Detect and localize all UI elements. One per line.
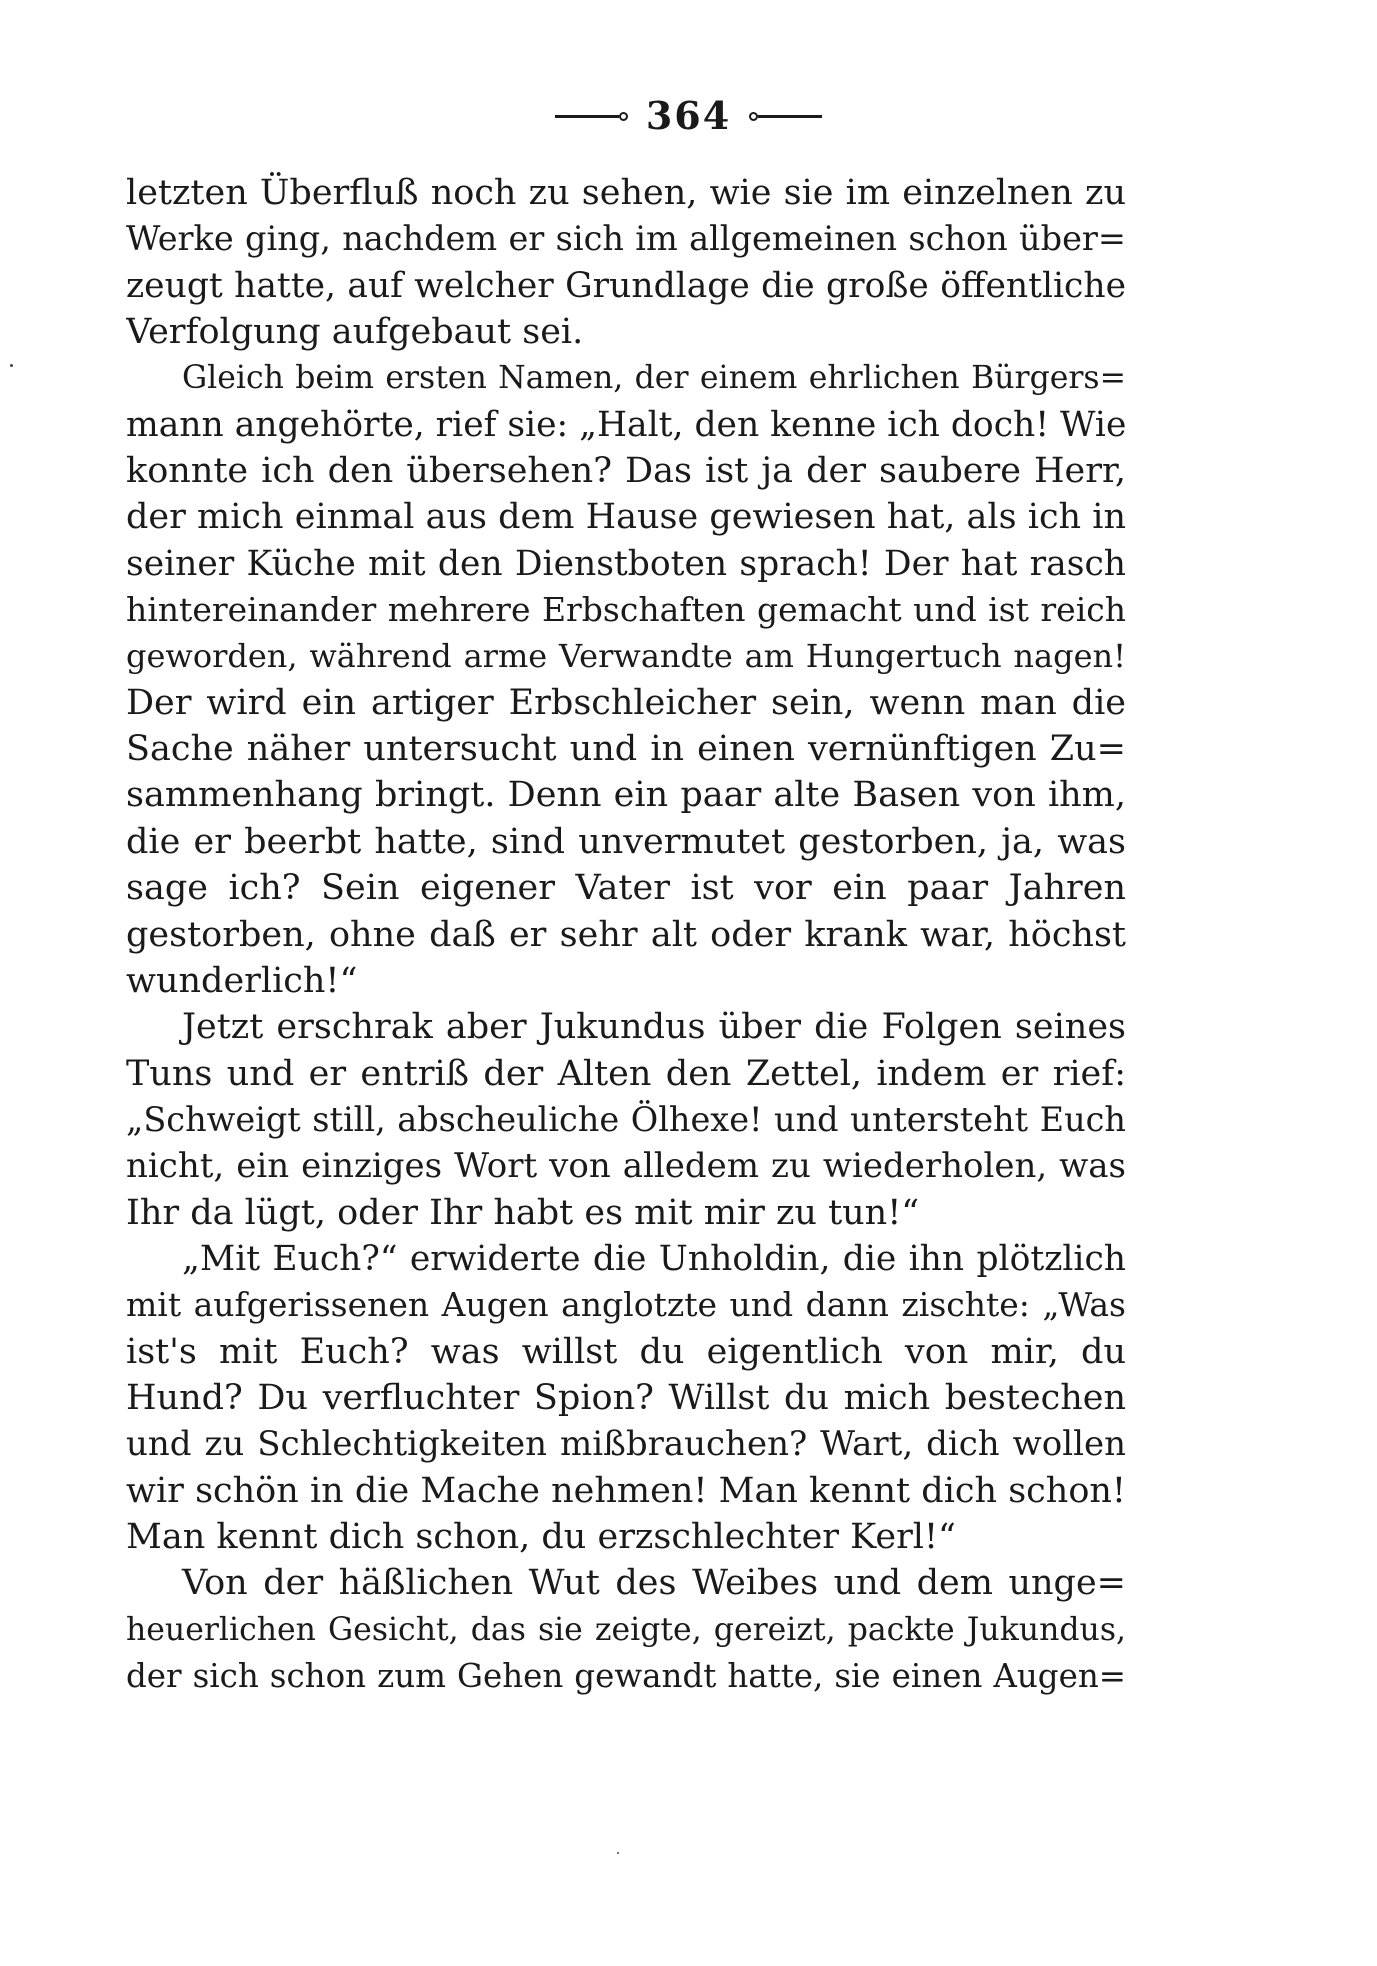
text-line: Verfolgung aufgebaut sei.	[126, 312, 584, 353]
text-line: Sache näher untersucht und in einen vernünftigen Zu=	[126, 729, 1126, 770]
text-line: Gleich beim ersten Namen, der einem ehrlichen Bürgers=	[182, 360, 1126, 397]
page-header	[0, 92, 1377, 140]
text-line: seiner Küche mit den Dienstboten sprach! Der hat rasch	[126, 543, 1126, 584]
text-line: Werke ging, nachdem er sich im allgemeinen schon über=	[126, 219, 1126, 259]
scan-speck	[10, 364, 13, 367]
ornament-line	[758, 115, 822, 118]
text-line: sammenhang bringt. Denn ein paar alte Basen von ihm,	[126, 775, 1126, 816]
text-line: konnte ich den übersehen? Das ist ja der saubere Herr,	[126, 451, 1126, 492]
body-text	[126, 170, 1126, 1699]
text-line: und zu Schlechtigkeiten mißbrauchen? Wart, dich wollen	[126, 1424, 1126, 1465]
text-line: „Mit Euch?“ erwiderte die Unholdin, die ihn plötzlich	[182, 1238, 1126, 1279]
text-line: der mich einmal aus dem Hause gewiesen hat, als ich in	[126, 497, 1126, 538]
scan-speck	[617, 1852, 619, 1854]
text-line: letzten Überfluß noch zu sehen, wie sie im einzelnen zu	[126, 173, 1126, 213]
text-line: Tuns und er entriß der Alten den Zettel, indem er rief:	[126, 1053, 1126, 1094]
text-line: die er beerbt hatte, sind unvermutet gestorben, ja, was	[126, 821, 1126, 862]
ornament-circle	[619, 112, 628, 121]
text-line: heuerlichen Gesicht, das sie zeigte, gereizt, packte Jukundus,	[126, 1611, 1126, 1648]
text-line: Von der häßlichen Wut des Weibes und dem unge=	[182, 1563, 1126, 1604]
text-line: geworden, während arme Verwandte am Hungertuch nagen!	[126, 637, 1126, 676]
text-line: Ihr da lügt, oder Ihr habt es mit mir zu tun!“	[126, 1192, 920, 1233]
text-line: Man kennt dich schon, du erzschlechter Kerl!“	[126, 1516, 956, 1557]
left-ornament-rule	[555, 112, 628, 121]
text-line: Der wird ein artiger Erbschleicher sein, wenn man die	[126, 682, 1126, 723]
text-line: Hund? Du verfluchter Spion? Willst du mich bestechen	[126, 1377, 1126, 1418]
page-number: 364	[645, 93, 732, 138]
text-line: „Schweigt still, abscheuliche Ölhexe! und untersteht Euch	[126, 1099, 1126, 1139]
text-line: zeugt hatte, auf welcher Grundlage die große öffentliche	[126, 265, 1126, 306]
right-ornament-rule	[749, 112, 822, 121]
text-line: sage ich? Sein eigener Vater ist vor ein paar Jahren	[126, 868, 1126, 909]
text-line: gestorben, ohne daß er sehr alt oder krank war, höchst	[126, 914, 1126, 955]
text-line: mann angehörte, rief sie: „Halt, den kenne ich doch! Wie	[126, 404, 1126, 445]
text-line: hintereinander mehrere Erbschaften gemacht und ist reich	[126, 590, 1126, 630]
text-line: Jetzt erschrak aber Jukundus über die Folgen seines	[182, 1007, 1126, 1048]
text-line: nicht, ein einziges Wort von alledem zu wiederholen, was	[126, 1146, 1126, 1187]
text-line: mit aufgerissenen Augen anglotzte und dann zischte: „Was	[126, 1285, 1126, 1325]
ornament-line	[555, 115, 619, 118]
text-line: wunderlich!“	[126, 960, 358, 1001]
text-line: wir schön in die Mache nehmen! Man kennt dich schon!	[126, 1470, 1126, 1511]
text-line: der sich schon zum Gehen gewandt hatte, sie einen Augen=	[126, 1657, 1126, 1695]
ornament-circle	[749, 112, 758, 121]
text-line: ist's mit Euch? was willst du eigentlich von mir, du	[126, 1331, 1126, 1372]
